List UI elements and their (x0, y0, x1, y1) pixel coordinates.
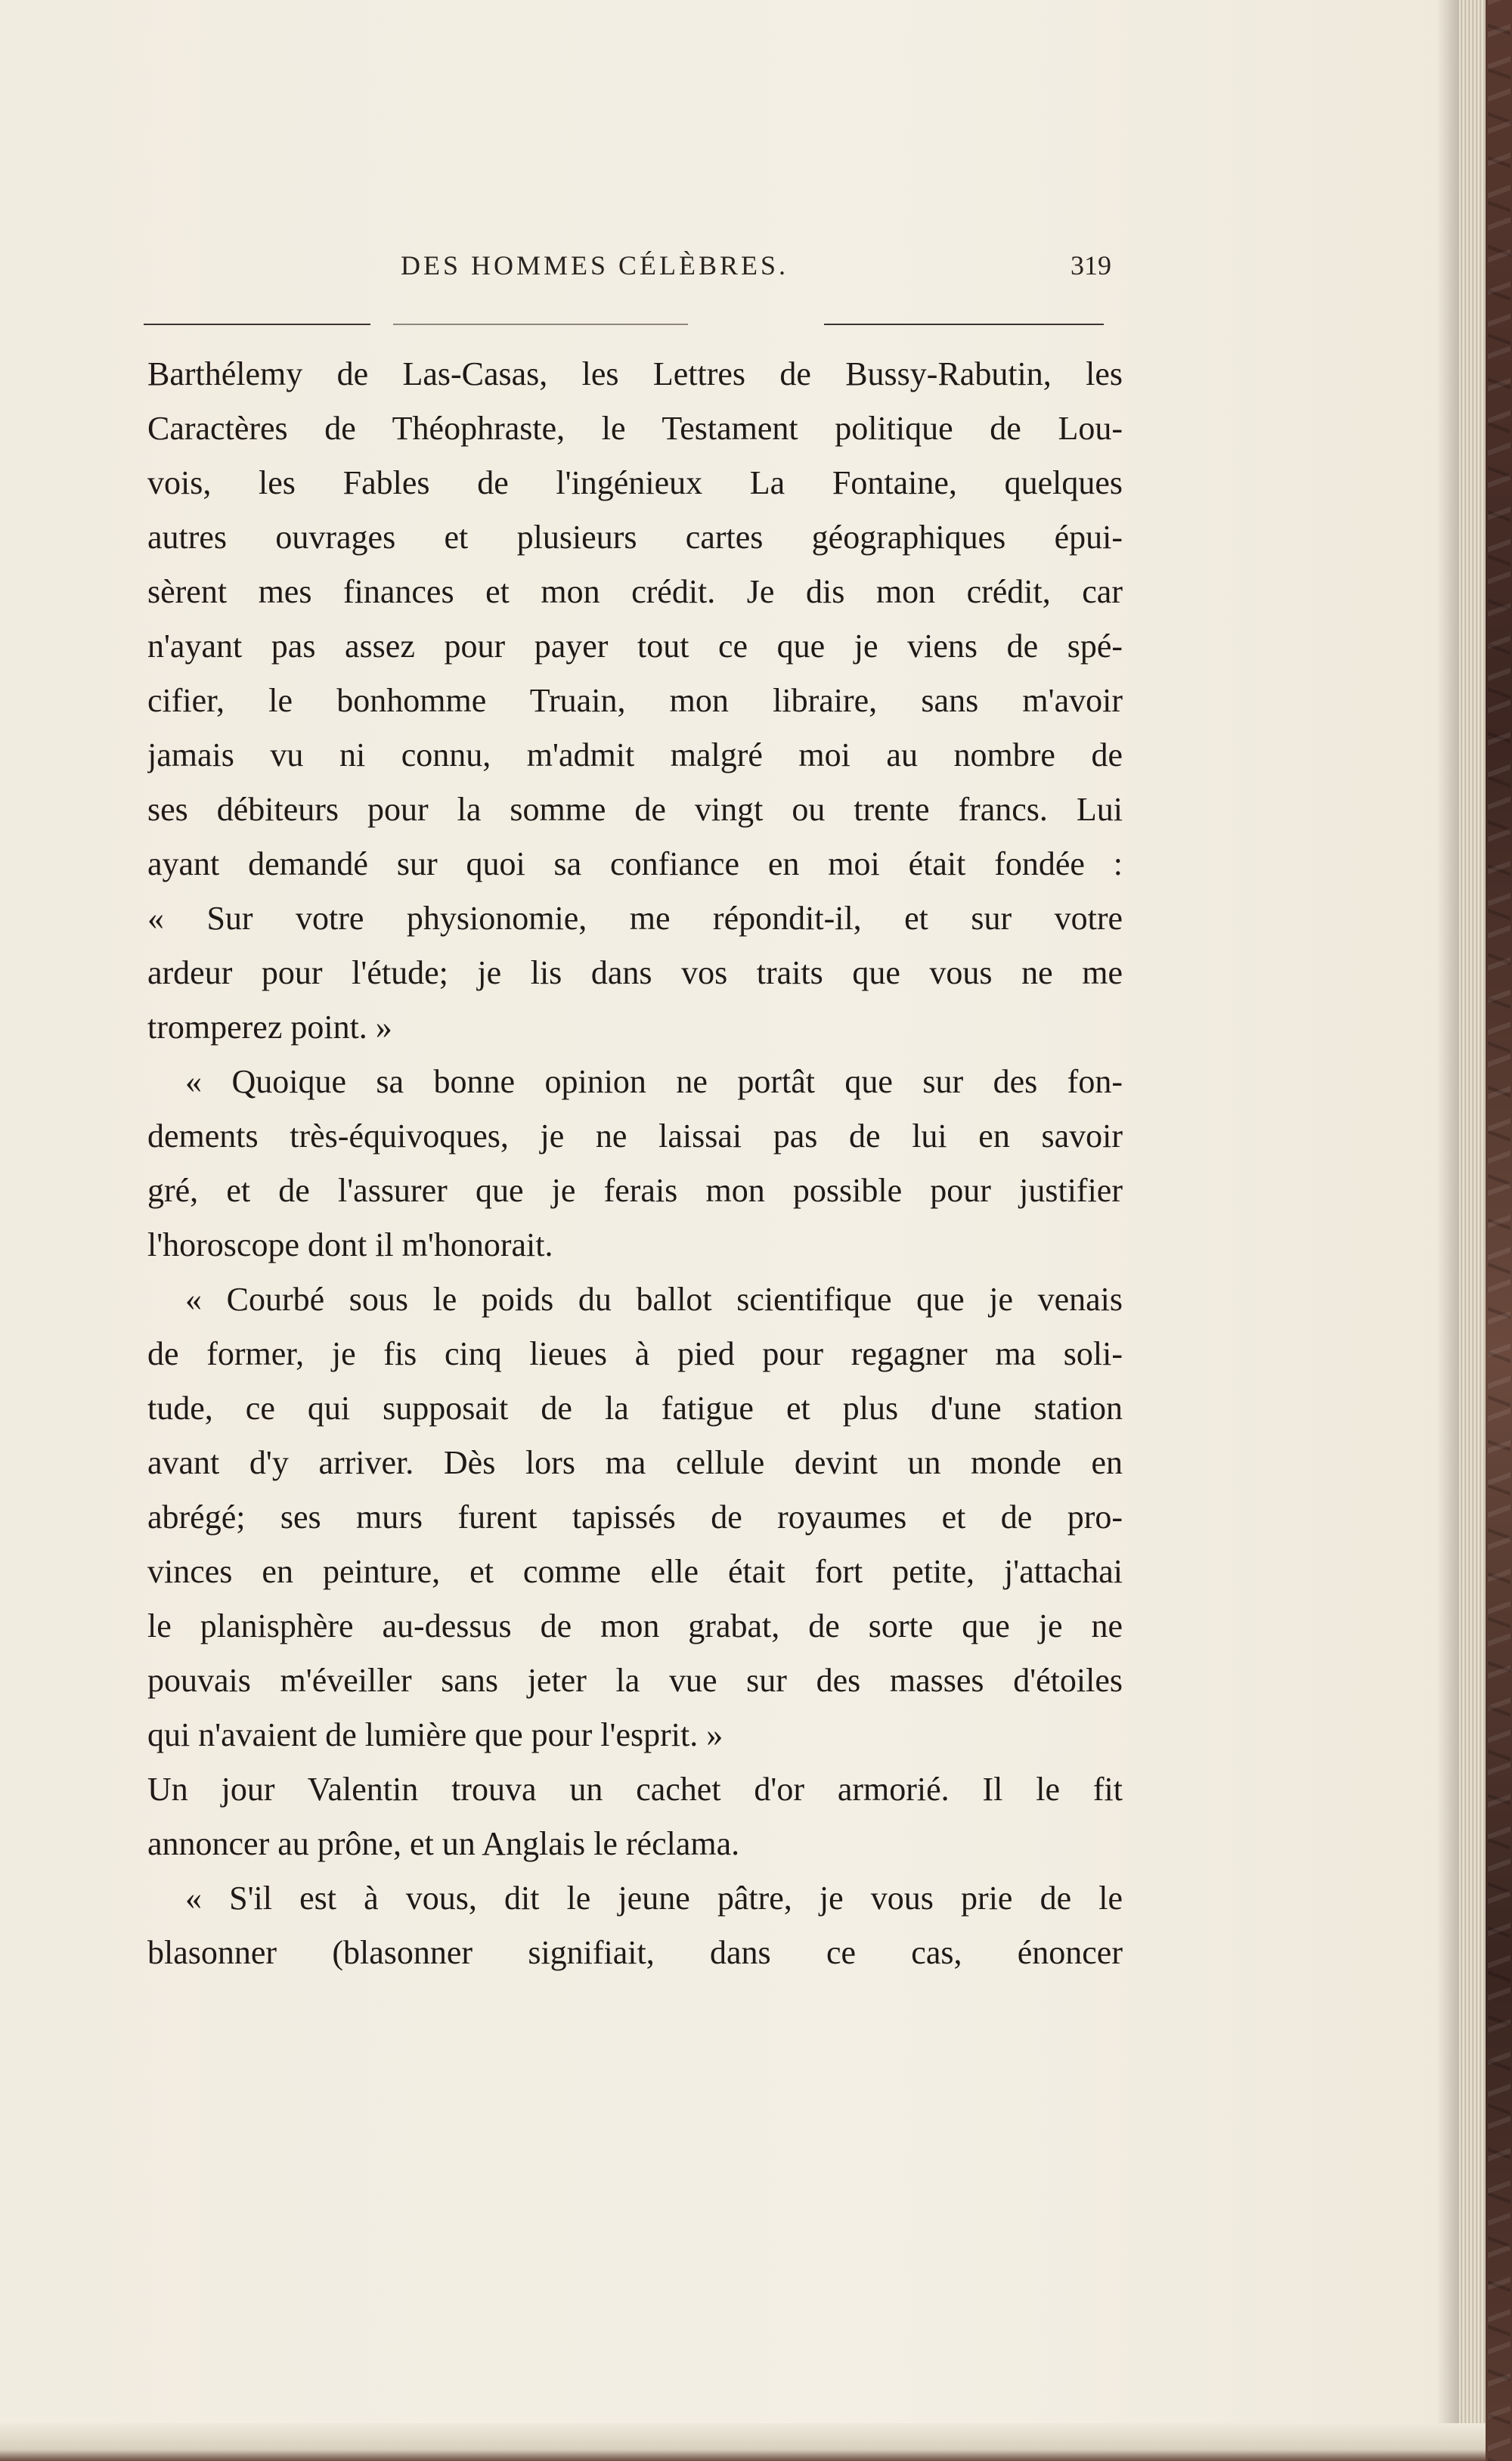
text-line: l'horoscope dont il m'honorait. (147, 1226, 553, 1263)
text-line: qui n'avaient de lumière que pour l'esprit. » (147, 1716, 723, 1753)
text-line: blasonner (blasonner signifiait, dans ce cas, énoncer (147, 1934, 1123, 1971)
binding-marbling (1488, 0, 1510, 2461)
text-line: ayant demandé sur quoi sa confiance en moi était fondée : (147, 845, 1123, 882)
text-line: vois, les Fables de l'ingénieux La Fontaine, quelques (147, 464, 1123, 501)
text-line: autres ouvrages et plusieurs cartes géographiques épui- (147, 519, 1123, 556)
text-line: n'ayant pas assez pour payer tout ce que je viens de spé- (147, 628, 1123, 665)
page-bottom-edge (0, 2423, 1486, 2461)
text-line: ardeur pour l'étude; je lis dans vos traits que vous ne me (147, 954, 1123, 991)
text-line: abrégé; ses murs furent tapissés de royaumes et de pro- (147, 1499, 1123, 1536)
text-line: Un jour Valentin trouva un cachet d'or armorié. Il le fit (147, 1771, 1123, 1808)
page-edges (1459, 0, 1486, 2461)
text-line: sèrent mes finances et mon crédit. Je dis mon crédit, car (147, 573, 1123, 610)
text-line: dements très-équivoques, je ne laissai pas de lui en savoir (147, 1117, 1123, 1155)
text-line: jamais vu ni connu, m'admit malgré moi au nombre de (147, 736, 1123, 773)
text-line: annoncer au prône, et un Anglais le réclama. (147, 1825, 740, 1862)
text-line: « Courbé sous le poids du ballot scientifique que je venais (185, 1281, 1123, 1318)
text-line: gré, et de l'assurer que je ferais mon possible pour justifier (147, 1172, 1123, 1209)
text-line: pouvais m'éveiller sans jeter la vue sur des masses d'étoiles (147, 1662, 1123, 1699)
text-line: « Quoique sa bonne opinion ne portât que sur des fon- (185, 1063, 1123, 1100)
header-rule (824, 324, 1104, 325)
running-title: DES HOMMES CÉLÈBRES. (401, 250, 789, 281)
page-gutter-shadow (1436, 0, 1459, 2461)
text-line: avant d'y arriver. Dès lors ma cellule devint un monde en (147, 1444, 1123, 1481)
text-line: « Sur votre physionomie, me répondit-il, et sur votre (147, 900, 1123, 937)
running-head (136, 250, 1111, 287)
text-line: tromperez point. » (147, 1009, 392, 1046)
text-line: de former, je fis cinq lieues à pied pour regagner ma soli- (147, 1335, 1123, 1372)
header-rule (393, 324, 688, 325)
header-rule (144, 324, 370, 325)
text-line: le planisphère au-dessus de mon grabat, de sorte que je ne (147, 1607, 1123, 1644)
page-number: 319 (1070, 250, 1111, 281)
text-line: Caractères de Théophraste, le Testament politique de Lou- (147, 410, 1123, 447)
text-line: vinces en peinture, et comme elle était fort petite, j'attachai (147, 1553, 1123, 1590)
text-line: tude, ce qui supposait de la fatigue et plus d'une station (147, 1390, 1123, 1427)
text-line: « S'il est à vous, dit le jeune pâtre, je vous prie de le (185, 1880, 1123, 1917)
text-line: Barthélemy de Las-Casas, les Lettres de Bussy-Rabutin, les (147, 355, 1123, 392)
text-line: cifier, le bonhomme Truain, mon libraire, sans m'avoir (147, 682, 1123, 719)
text-line: ses débiteurs pour la somme de vingt ou trente francs. Lui (147, 791, 1123, 828)
